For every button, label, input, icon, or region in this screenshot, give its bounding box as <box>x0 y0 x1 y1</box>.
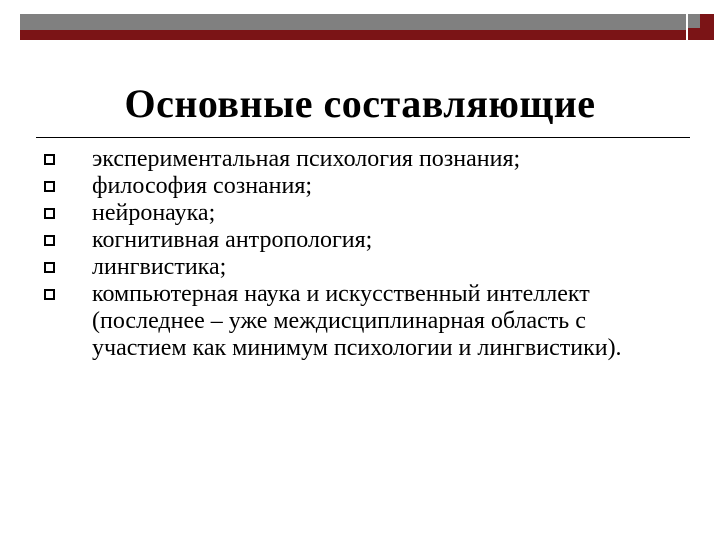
header-accent-stripe <box>20 30 686 40</box>
list-item-text: лингвистика; <box>92 254 227 280</box>
square-bullet-icon <box>44 235 55 246</box>
list-item-text: когнитивная антропология; <box>92 227 373 253</box>
list-item <box>36 173 686 200</box>
list-item <box>36 254 686 281</box>
square-bullet-icon <box>44 289 55 300</box>
list-item-text: нейронаука; <box>92 200 216 226</box>
list-item <box>36 200 686 227</box>
bullet-list <box>36 146 686 362</box>
corner-decoration-inner <box>688 14 700 28</box>
square-bullet-icon <box>44 262 55 273</box>
list-item-text: экспериментальная психология познания; <box>92 146 521 172</box>
slide-title: Основные составляющие <box>124 81 596 126</box>
list-item <box>36 146 686 173</box>
list-item <box>36 281 686 362</box>
title-divider <box>36 137 690 138</box>
square-bullet-icon <box>44 208 55 219</box>
list-item-text: философия сознания; <box>92 173 313 199</box>
square-bullet-icon <box>44 181 55 192</box>
list-item <box>36 227 686 254</box>
list-item-text: компьютерная наука и искусственный интеллект (последнее – уже междисциплинарная область с участием как минимум психологии и лингвистики). <box>92 281 622 361</box>
square-bullet-icon <box>44 154 55 165</box>
